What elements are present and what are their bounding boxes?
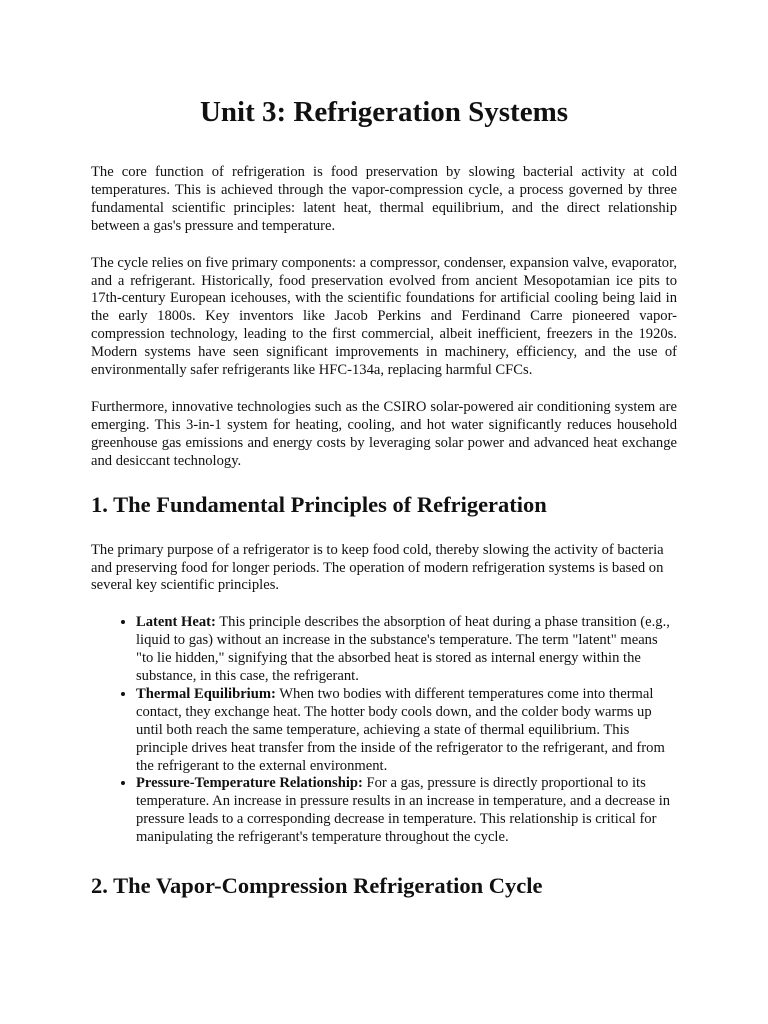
list-item [136, 614, 677, 686]
list-item [136, 775, 677, 847]
list-item-text: When two bodies with different temperatures come into thermal contact, they exchange heat. The hotter body cools down, and the colder body warms up until both reach the same temperature, achieving a state of thermal equilibrium. This principle drives heat transfer from the inside of the refrigerator to the refrigerant, and from the refrigerant to the external environment. [136, 685, 665, 774]
list-item-text: This principle describes the absorption of heat during a phase transition (e.g., liquid to gas) without an increase in the substance's temperature. The term "latent" means "to lie hidden," signifying that the absorbed heat is stored as internal energy within the substance, in this case, the refrigerant. [136, 614, 670, 685]
section-1-heading: 1. The Fundamental Principles of Refrigeration [91, 491, 547, 517]
intro-paragraph-3: Furthermore, innovative technologies such as the CSIRO solar-powered air conditioning system are emerging. This 3-in-1 system for heating, cooling, and hot water significantly reduces household greenhouse gas emissions and energy costs by leveraging solar power and advanced heat exchange and desiccant technology. [91, 398, 677, 469]
section-2-heading: 2. The Vapor-Compression Refrigeration Cycle [91, 873, 543, 899]
list-item-term: Thermal Equilibrium: [136, 685, 276, 702]
section-1-paragraph: The primary purpose of a refrigerator is to keep food cold, thereby slowing the activity of bacteria and preserving food for longer periods. The operation of modern refrigeration systems is based on several key scientific principles. [91, 541, 664, 594]
principles-list [91, 614, 677, 847]
document-title: Unit 3: Refrigeration Systems [199, 96, 569, 128]
list-item-term: Latent Heat: [136, 614, 216, 631]
list-item-text: For a gas, pressure is directly proportional to its temperature. An increase in pressure results in an increase in temperature, and a decrease in pressure leads to a corresponding decrease in temperature. This relationship is critical for manipulating the refrigerant's temperature throughout the cycle. [136, 775, 671, 846]
intro-paragraph-2: The cycle relies on five primary components: a compressor, condenser, expansion valve, evaporator, and a refrigerant. Historically, food preservation evolved from ancient Mesopotamian ice pits to 17th-century European icehouses, with the scientific foundations for artificial cooling being laid in the early 1800s. Key inventors like Jacob Perkins and Ferdinand Carre pioneered vapor-compression technology, leading to the first commercial, albeit inefficient, freezers in the 1920s. Modern systems have seen significant improvements in machinery, efficiency, and the use of environmentally safer refrigerants like HFC-134a, replacing harmful CFCs. [91, 254, 677, 379]
list-item-term: Pressure-Temperature Relationship: [136, 775, 363, 792]
intro-paragraph-1: The core function of refrigeration is food preservation by slowing bacterial activity at cold temperatures. This is achieved through the vapor-compression cycle, a process governed by three fundamental scientific principles: latent heat, thermal equilibrium, and the direct relationship between a gas's pressure and temperature. [91, 164, 677, 234]
list-item [136, 686, 677, 776]
